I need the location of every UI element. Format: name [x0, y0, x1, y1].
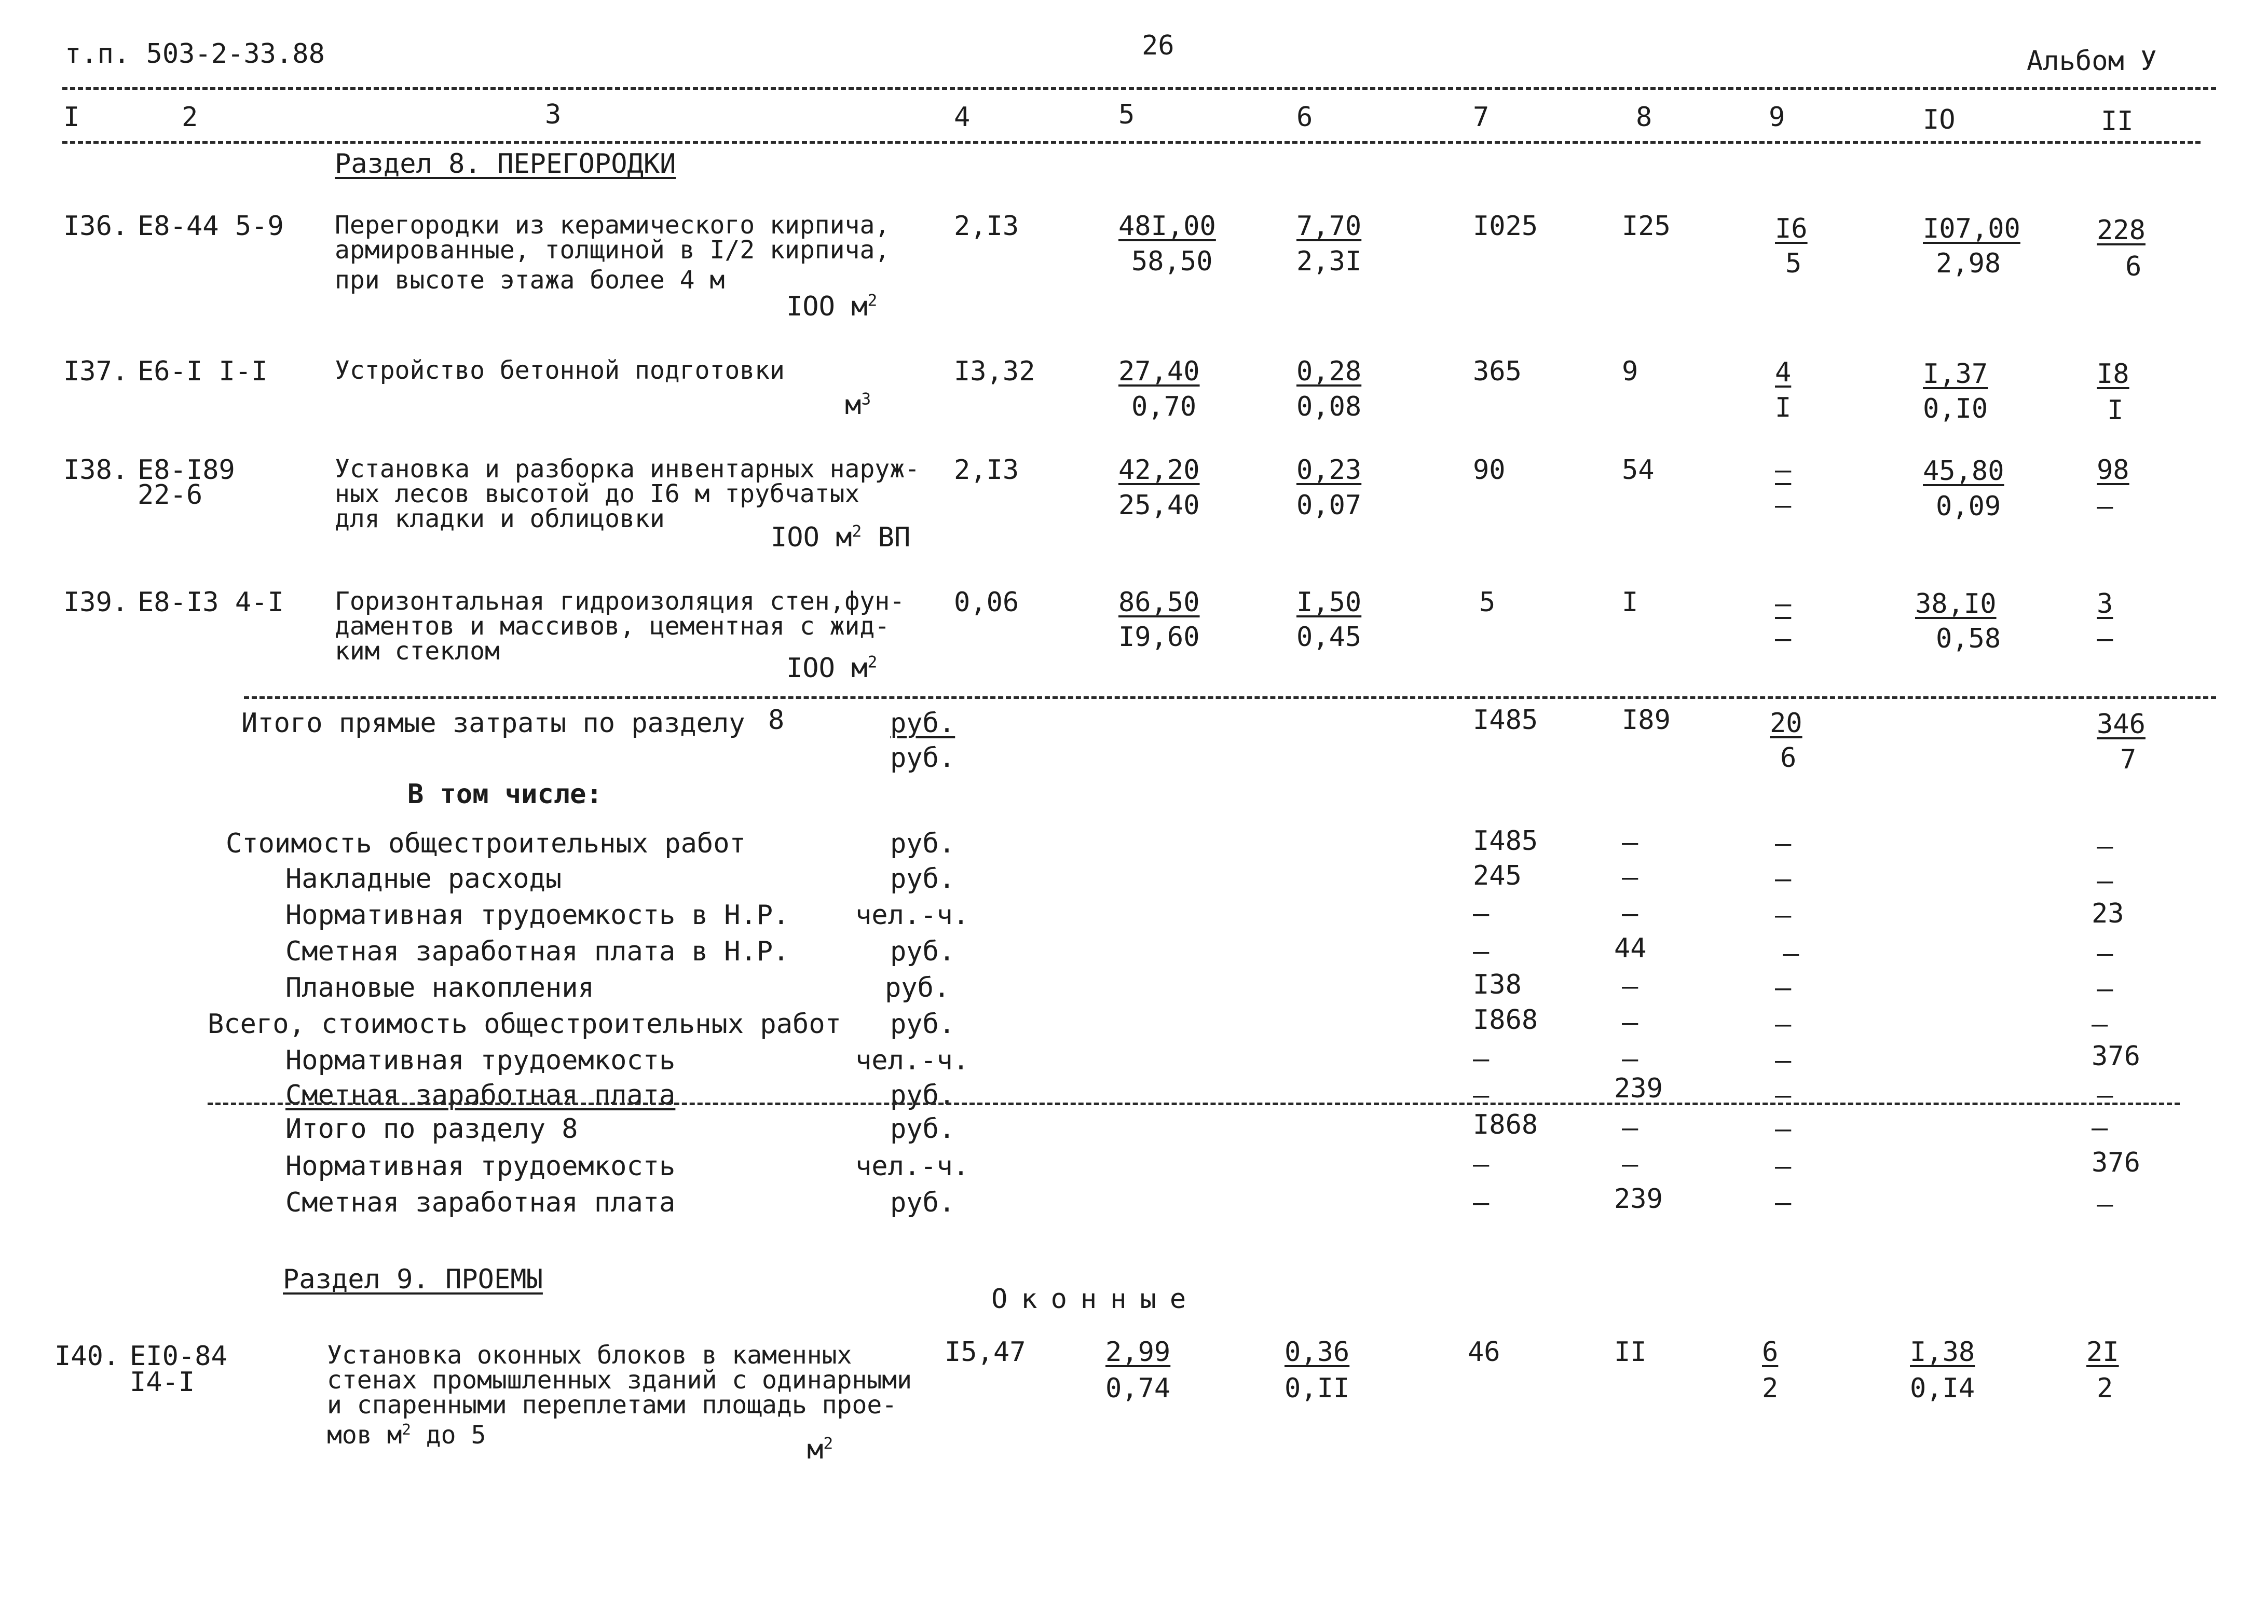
line-wages: – — [1622, 898, 1638, 929]
line-unit: чел.-ч. — [855, 1045, 969, 1076]
work-description: Установка и разборка инвентарных наруж- ных лесов высотой до I6 м трубчатых для кладки и облицовки — [335, 455, 920, 533]
line-total: 245 — [1473, 860, 1522, 891]
total-machines: – — [1775, 455, 1792, 486]
unit-cost-machines: 0,36 — [1285, 1337, 1350, 1368]
work-description: Устройство бетонной подготовки — [335, 356, 785, 385]
total-wages: I — [1622, 587, 1638, 618]
labor-unit: I07,00 — [1923, 213, 2020, 244]
line-machines: – — [1775, 828, 1792, 859]
line-total: I868 — [1473, 1004, 1538, 1036]
line-label: Нормативная трудоемкость — [285, 1151, 676, 1182]
unit-of-measure: IOO $м^2$ — [786, 653, 878, 684]
column-header-10: IO — [1923, 104, 1956, 135]
line-label: Нормативная трудоемкость в Н.Р. — [285, 900, 789, 931]
line-label: Сметная заработная плата — [285, 1080, 676, 1111]
total-machines: 6 — [1762, 1337, 1779, 1368]
unit-cost-machine-wages: 0,07 — [1296, 490, 1362, 521]
direct-costs-label: Итого прямые затраты по разделу — [241, 708, 745, 739]
unit-cost-total: 42,20 — [1118, 455, 1200, 486]
row-number: I37. — [63, 356, 129, 387]
quantity: 0,06 — [954, 587, 1019, 618]
line-unit: руб. — [890, 1080, 955, 1111]
labor-machine-unit: 0,I4 — [1910, 1373, 1975, 1404]
labor-machine-total: 2 — [2097, 1373, 2113, 1404]
labor-machine-total: 6 — [2125, 251, 2142, 282]
section-8-title: Раздел 8. ПЕРЕГОРОДКИ — [335, 148, 676, 180]
line-machines: – — [1783, 938, 1799, 969]
price-code-suffix: I4-I — [130, 1367, 195, 1398]
column-header-11: II — [2101, 106, 2134, 137]
row-number: I36. — [63, 211, 129, 242]
document-reference: т.п. 503-2-33.88 — [65, 38, 325, 70]
unit-cost-wages: 0,74 — [1105, 1373, 1171, 1404]
column-header-1: I — [63, 102, 80, 133]
price-code: EI0-84 — [130, 1341, 227, 1372]
line-total: – — [1473, 936, 1490, 967]
page-number: 26 — [1142, 30, 1174, 61]
line-unit: руб. — [890, 1187, 955, 1218]
labor-unit: 45,80 — [1923, 456, 2004, 487]
labor-total: 2I — [2086, 1337, 2119, 1368]
price-code: E8-44 5-9 — [138, 211, 284, 242]
unit-cost-machines: 7,70 — [1296, 211, 1362, 242]
line-unit: руб. — [890, 1009, 955, 1040]
line-machines: – — [1775, 1080, 1792, 1111]
line-unit: руб. — [890, 1113, 955, 1145]
unit-cost-total: 48I,00 — [1118, 211, 1216, 242]
row-number: I39. — [63, 587, 129, 618]
line-wages: – — [1622, 1043, 1638, 1075]
unit-cost-wages: I9,60 — [1118, 622, 1200, 653]
price-code: E8-I3 4-I — [138, 587, 284, 618]
total-machines: – — [1775, 588, 1792, 620]
direct-costs-machines: 20 — [1770, 708, 1802, 739]
unit-cost-total: 2,99 — [1105, 1337, 1171, 1368]
line-label: Стоимость общестроительных работ — [226, 828, 746, 859]
line-label: Сметная заработная плата в Н.Р. — [285, 936, 789, 967]
section-8-rule — [244, 696, 2216, 699]
total-cost: 5 — [1479, 587, 1496, 618]
column-header-9: 9 — [1769, 102, 1785, 133]
quantity: I3,32 — [954, 356, 1035, 387]
line-labor: 23 — [2092, 898, 2124, 929]
line-labor: – — [2092, 1009, 2108, 1040]
album-label: Альбом У — [2027, 46, 2157, 77]
price-code: E8-I89 — [138, 455, 235, 486]
unit-of-measure: IOO $м^2$ — [786, 291, 878, 322]
column-header-6: 6 — [1296, 102, 1313, 133]
row-number: I40. — [54, 1341, 120, 1372]
unit-cost-total: 27,40 — [1118, 356, 1200, 387]
line-total: – — [1473, 1080, 1490, 1111]
line-labor: – — [2097, 865, 2113, 897]
row-number: I38. — [63, 455, 129, 486]
line-wages: – — [1622, 862, 1638, 893]
labor-total: 3 — [2097, 588, 2113, 620]
line-total: – — [1473, 1187, 1490, 1218]
labor-machine-unit: 0,58 — [1936, 623, 2001, 654]
line-wages: – — [1622, 1007, 1638, 1038]
total-machine-wages: I — [1775, 392, 1792, 423]
labor-total: 228 — [2097, 215, 2146, 246]
line-labor: 376 — [2092, 1147, 2140, 1178]
unit-cost-machine-wages: 0,II — [1285, 1373, 1350, 1404]
unit-cost-machines: 0,28 — [1296, 356, 1362, 387]
labor-machine-total: – — [2097, 623, 2113, 654]
total-machine-wages: – — [1775, 623, 1792, 654]
unit-of-measure: IOO $м^2$ ВП — [771, 522, 911, 553]
line-label: Плановые накопления — [285, 972, 594, 1003]
total-machines: I6 — [1775, 213, 1808, 244]
total-cost: 46 — [1468, 1337, 1500, 1368]
direct-costs-wages: I89 — [1622, 705, 1671, 736]
section-9-title: Раздел 9. ПРОЕМЫ — [283, 1264, 543, 1295]
line-machines: – — [1775, 1151, 1792, 1182]
unit-cost-machines: I,50 — [1296, 587, 1362, 618]
line-total: – — [1473, 1149, 1490, 1180]
column-header-5: 5 — [1118, 99, 1135, 130]
line-wages: 239 — [1614, 1073, 1663, 1104]
line-labor: – — [2097, 831, 2113, 862]
column-header-7: 7 — [1473, 102, 1490, 133]
unit-cost-machine-wages: 0,45 — [1296, 622, 1362, 653]
line-labor: – — [2097, 1189, 2113, 1220]
total-machines: 4 — [1775, 357, 1792, 388]
line-labor: – — [2097, 1080, 2113, 1111]
column-header-2: 2 — [182, 102, 198, 133]
quantity: 2,I3 — [954, 211, 1019, 242]
line-unit: руб. — [890, 828, 955, 859]
line-machines: – — [1775, 1113, 1792, 1145]
column-header-3: 3 — [545, 99, 562, 130]
unit-of-measure: $м^2$ — [807, 1434, 834, 1465]
total-wages: II — [1614, 1337, 1647, 1368]
unit-cost-machines: 0,23 — [1296, 455, 1362, 486]
line-labor: – — [2097, 938, 2113, 969]
direct-costs-labor-machine: 7 — [2120, 744, 2137, 775]
work-description: Горизонтальная гидроизоляция стен,фун- даментов и массивов, цементная с жид- ким стеклом — [335, 587, 905, 666]
direct-costs-total: I485 — [1473, 705, 1538, 736]
total-machine-wages: 2 — [1762, 1373, 1779, 1404]
labor-unit: 38,I0 — [1915, 588, 1997, 620]
price-code-suffix: 22-6 — [138, 479, 203, 511]
labor-unit: I,38 — [1910, 1337, 1975, 1368]
line-total: I38 — [1473, 969, 1522, 1000]
line-machines: – — [1775, 972, 1792, 1003]
direct-costs-section: 8 — [768, 705, 785, 736]
line-label: Итого по разделу 8 — [285, 1113, 578, 1145]
direct-costs-machine-wages: 6 — [1780, 742, 1797, 774]
line-unit: руб. — [885, 972, 950, 1003]
unit-of-measure: $м^3$ — [845, 390, 871, 421]
unit-cost-wages: 58,50 — [1131, 246, 1213, 277]
total-cost: 365 — [1473, 356, 1522, 387]
line-wages: – — [1622, 827, 1638, 858]
line-unit: руб. — [890, 936, 955, 967]
line-labor: – — [2097, 973, 2113, 1004]
direct-costs-unit: руб. — [890, 708, 955, 739]
direct-costs-unit-secondary: руб. — [890, 742, 955, 774]
line-wages: 239 — [1614, 1183, 1663, 1215]
including-label: В том числе: — [407, 779, 603, 810]
unit-cost-machine-wages: 0,08 — [1296, 391, 1362, 422]
total-cost: I025 — [1473, 211, 1538, 242]
header-rule-top — [62, 87, 2216, 90]
quantity: 2,I3 — [954, 455, 1019, 486]
work-description: Установка оконных блоков в каменных стенах промышленных зданий с одинарными и спаренными переплетами площадь прое- мов $м^2$ до 5 — [327, 1341, 912, 1450]
labor-machine-unit: 2,98 — [1936, 248, 2001, 279]
line-label: Всего, стоимость общестроительных работ — [208, 1009, 841, 1040]
line-wages: – — [1622, 971, 1638, 1002]
labor-machine-unit: 0,I0 — [1923, 393, 1988, 424]
quantity: I5,47 — [945, 1337, 1026, 1368]
line-labor: 376 — [2092, 1041, 2140, 1072]
labor-machine-total: I — [2107, 395, 2124, 426]
line-label: Нормативная трудоемкость — [285, 1045, 676, 1076]
unit-cost-wages: 0,70 — [1131, 391, 1197, 422]
line-machines: – — [1775, 900, 1792, 931]
line-wages: – — [1622, 1149, 1638, 1180]
unit-cost-wages: 25,40 — [1118, 490, 1200, 521]
labor-total: 98 — [2097, 455, 2129, 486]
line-total: – — [1473, 898, 1490, 929]
total-machine-wages: 5 — [1785, 248, 1802, 279]
total-cost: 90 — [1473, 455, 1506, 486]
line-total: – — [1473, 1043, 1490, 1075]
line-machines: – — [1775, 1187, 1792, 1218]
direct-costs-labor: 346 — [2097, 709, 2146, 740]
unit-cost-total: 86,50 — [1118, 587, 1200, 618]
line-total: I868 — [1473, 1109, 1538, 1140]
line-machines: – — [1775, 1045, 1792, 1076]
total-wages: I25 — [1622, 211, 1671, 242]
total-wages: 54 — [1622, 455, 1655, 486]
line-labor: – — [2092, 1112, 2108, 1144]
line-wages: – — [1622, 1112, 1638, 1144]
line-total: I485 — [1473, 825, 1538, 857]
labor-machine-total: – — [2097, 491, 2113, 522]
labor-machine-unit: 0,09 — [1936, 491, 2001, 522]
price-code: E6-I I-I — [138, 356, 268, 387]
line-machines: – — [1775, 1009, 1792, 1040]
total-machine-wages: – — [1775, 490, 1792, 521]
line-unit: чел.-ч. — [855, 1151, 969, 1182]
subtotal-rule — [208, 1103, 2180, 1105]
line-unit: руб. — [890, 863, 955, 894]
total-wages: 9 — [1622, 356, 1638, 387]
subsection-heading: Оконные — [991, 1284, 1200, 1315]
line-label: Накладные расходы — [285, 863, 562, 894]
labor-total: I8 — [2097, 359, 2129, 390]
line-label: Сметная заработная плата — [285, 1187, 676, 1218]
line-wages: 44 — [1614, 933, 1647, 964]
line-unit: чел.-ч. — [855, 900, 969, 931]
line-machines: – — [1775, 863, 1792, 894]
work-description: Перегородки из керамического кирпича, армированные, толщиной в I/2 кирпича, при высоте этажа более 4 м — [335, 211, 890, 295]
unit-cost-machine-wages: 2,3I — [1296, 246, 1362, 277]
column-header-8: 8 — [1636, 102, 1652, 133]
column-header-4: 4 — [954, 102, 971, 133]
header-rule-bottom — [62, 141, 2201, 144]
labor-unit: I,37 — [1923, 359, 1988, 390]
